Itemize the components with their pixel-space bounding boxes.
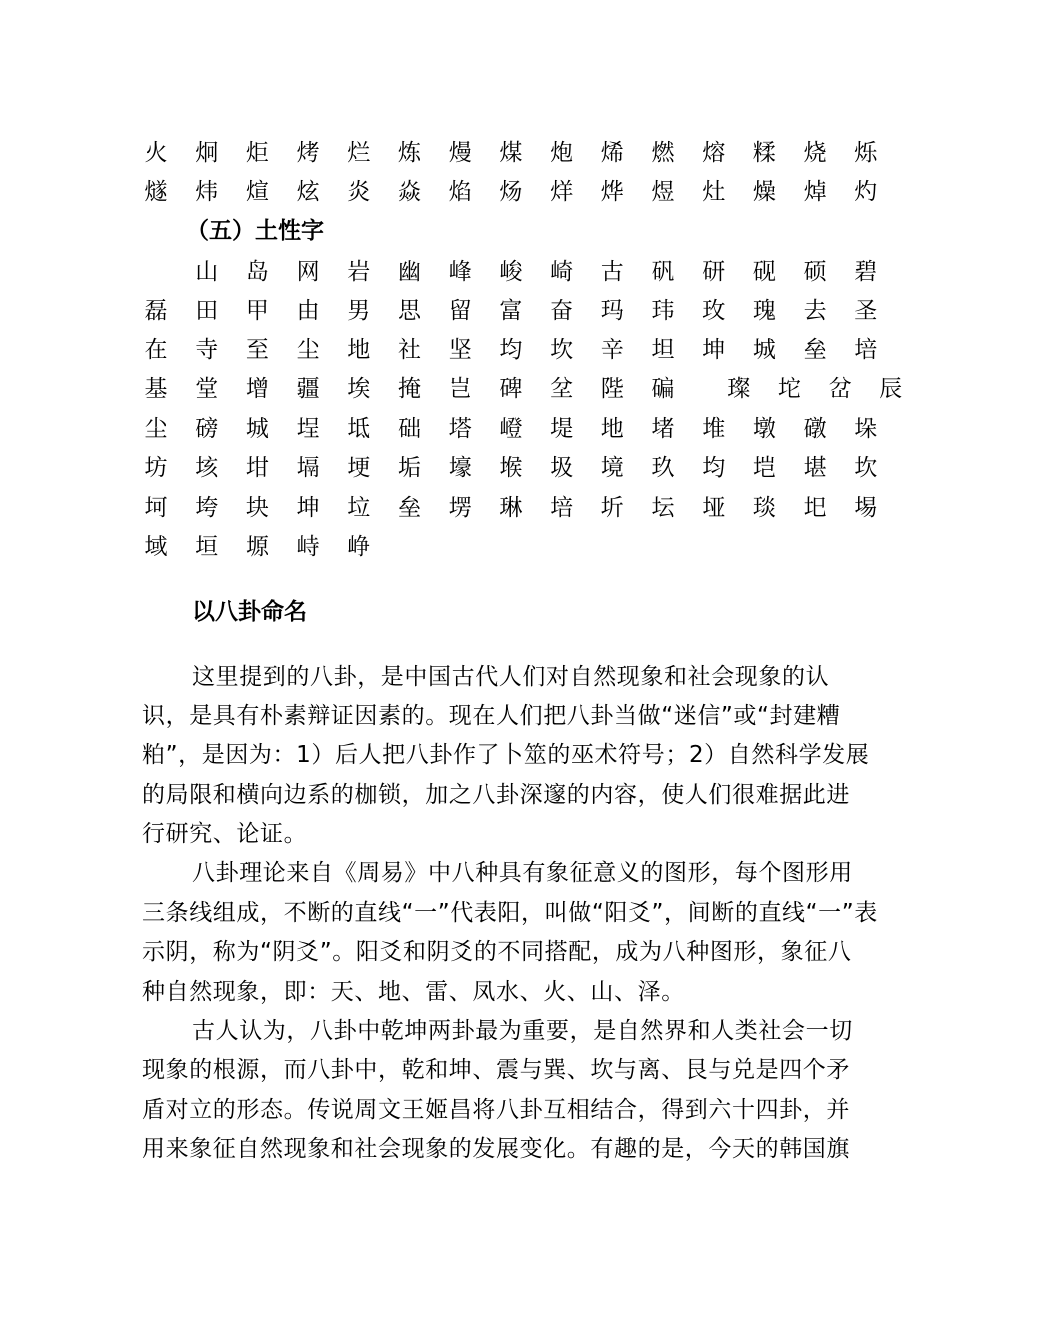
grid-char: 壕 bbox=[448, 455, 472, 481]
fire-char-row-2 bbox=[142, 177, 922, 207]
grid-char: 烊 bbox=[550, 179, 574, 205]
grid-char: 煊 bbox=[245, 179, 269, 205]
grid-char: 碧 bbox=[854, 259, 878, 285]
grid-char: 尘 bbox=[296, 337, 320, 363]
grid-char: 碥 bbox=[651, 376, 675, 402]
grid-char: 域 bbox=[144, 534, 168, 560]
grid-char: 烨 bbox=[600, 179, 624, 205]
para2-line2: 三条线组成，不断的直线“一”代表阳，叫做“阳爻”，间断的直线“一”表 bbox=[142, 900, 878, 926]
para1-line4: 的局限和横向边系的枷锁，加之八卦深邃的内容，使人们很难据此进 bbox=[142, 782, 850, 808]
grid-char: 硕 bbox=[803, 259, 827, 285]
para2-line4: 种自然现象，即：天、地、雷、凤水、火、山、泽。 bbox=[142, 979, 685, 1005]
grid-char: 烧 bbox=[803, 140, 827, 166]
para1-line2: 识，是具有朴素辩证因素的。现在人们把八卦当做“迷信”或“封建糟 bbox=[142, 703, 841, 729]
para2-line3: 示阴，称为“阴爻”。阳爻和阴爻的不同搭配，成为八种图形，象征八 bbox=[142, 939, 852, 965]
grid-char: 燥 bbox=[752, 179, 776, 205]
grid-char: 辰 bbox=[879, 376, 903, 402]
grid-char: 炬 bbox=[245, 140, 269, 166]
earth-char-row-5 bbox=[142, 414, 922, 444]
grid-char: 焯 bbox=[803, 179, 827, 205]
grid-char: 琰 bbox=[752, 495, 776, 521]
grid-char: 炜 bbox=[195, 179, 219, 205]
grid-char: 堪 bbox=[803, 455, 827, 481]
grid-char: 礅 bbox=[803, 416, 827, 442]
grid-char: 坛 bbox=[651, 495, 675, 521]
grid-char: 垒 bbox=[803, 337, 827, 363]
grid-char: 塄 bbox=[448, 495, 472, 521]
grid-char: 炎 bbox=[347, 179, 371, 205]
grid-char: 社 bbox=[398, 337, 421, 363]
grid-char: 玛 bbox=[600, 298, 624, 324]
para1-line3: 粕”，是因为：1）后人把八卦作了卜筮的巫术符号；2）自然科学发展 bbox=[142, 742, 870, 768]
grid-char: 男 bbox=[347, 298, 371, 324]
grid-char: 砚 bbox=[752, 259, 776, 285]
grid-char: 岛 bbox=[245, 259, 269, 285]
grid-char: 圾 bbox=[550, 455, 574, 481]
para1-line1: 这里提到的八卦，是中国古代人们对自然现象和社会现象的认 bbox=[192, 664, 830, 690]
grid-char: 坤 bbox=[702, 337, 726, 363]
grid-char: 堆 bbox=[702, 416, 726, 442]
grid-char: 垢 bbox=[398, 455, 421, 481]
grid-char: 境 bbox=[600, 455, 624, 481]
grid-char: 熔 bbox=[702, 140, 726, 166]
grid-char: 地 bbox=[600, 416, 624, 442]
grid-char: 岂 bbox=[448, 376, 472, 402]
grid-char: 烤 bbox=[296, 140, 320, 166]
para3-line4: 用来象征自然现象和社会现象的发展变化。有趣的是，今天的韩国旗 bbox=[142, 1136, 850, 1162]
grid-char: 墩 bbox=[752, 416, 776, 442]
grid-char: 去 bbox=[803, 298, 827, 324]
grid-char: 岔 bbox=[828, 376, 852, 402]
grid-char: 垒 bbox=[398, 495, 421, 521]
grid-char: 塔 bbox=[448, 416, 472, 442]
grid-char: 古 bbox=[600, 259, 624, 285]
earth-char-row-6 bbox=[142, 453, 922, 483]
para3-line2: 现象的根源，而八卦中，乾和坤、震与巽、坎与离、艮与兑是四个矛 bbox=[142, 1057, 850, 1083]
grid-char: 矾 bbox=[651, 259, 675, 285]
grid-char: 坤 bbox=[296, 495, 320, 521]
grid-char: 掩 bbox=[398, 376, 421, 402]
grid-char: 埕 bbox=[296, 416, 320, 442]
grid-char: 坎 bbox=[854, 455, 878, 481]
grid-char: 垣 bbox=[195, 534, 219, 560]
grid-char: 思 bbox=[398, 298, 421, 324]
grid-char: 幽 bbox=[398, 259, 421, 285]
grid-char: 烯 bbox=[600, 140, 624, 166]
grid-char: 埸 bbox=[854, 495, 878, 521]
grid-char: 峰 bbox=[448, 259, 472, 285]
grid-char: 甲 bbox=[245, 298, 269, 324]
grid-char: 富 bbox=[499, 298, 523, 324]
grid-char: 灶 bbox=[702, 179, 726, 205]
grid-char: 坦 bbox=[651, 337, 675, 363]
grid-char: 玖 bbox=[651, 455, 675, 481]
grid-char: 至 bbox=[245, 337, 269, 363]
grid-char: 崎 bbox=[550, 259, 574, 285]
grid-char: 熳 bbox=[448, 140, 472, 166]
grid-char: 灼 bbox=[854, 179, 878, 205]
grid-char: 基 bbox=[144, 376, 168, 402]
grid-char: 嶝 bbox=[499, 416, 523, 442]
grid-char: 辛 bbox=[600, 337, 624, 363]
grid-char: 磊 bbox=[144, 298, 168, 324]
grid-char: 焰 bbox=[448, 179, 472, 205]
grid-char: 堠 bbox=[499, 455, 523, 481]
earth-char-row-1 bbox=[142, 257, 922, 287]
grid-char: 堵 bbox=[651, 416, 675, 442]
para2-line1: 八卦理论来自《周易》中八种具有象征意义的图形，每个图形用 bbox=[192, 860, 853, 886]
grid-char: 城 bbox=[752, 337, 776, 363]
grid-char: 圣 bbox=[854, 298, 878, 324]
grid-char: 增 bbox=[245, 376, 269, 402]
section-heading-earth: （五）土性字 bbox=[186, 218, 324, 244]
grid-char: 瑰 bbox=[752, 298, 776, 324]
grid-char: 垛 bbox=[854, 416, 878, 442]
grid-char: 圯 bbox=[803, 495, 827, 521]
grid-char: 峙 bbox=[296, 534, 320, 560]
grid-char: 峻 bbox=[499, 259, 523, 285]
grid-char: 玮 bbox=[651, 298, 675, 324]
grid-char: 寺 bbox=[195, 337, 219, 363]
grid-char: 岩 bbox=[347, 259, 371, 285]
grid-char: 糅 bbox=[752, 140, 776, 166]
grid-char: 城 bbox=[245, 416, 269, 442]
earth-char-row-8 bbox=[142, 532, 922, 562]
grid-char: 炯 bbox=[195, 140, 219, 166]
grid-char: 火 bbox=[144, 140, 168, 166]
grid-char: 塬 bbox=[245, 534, 269, 560]
grid-char: 均 bbox=[499, 337, 523, 363]
para3-line3: 盾对立的形态。传说周文王姬昌将八卦互相结合，得到六十四卦，并 bbox=[142, 1097, 850, 1123]
earth-char-row-7 bbox=[142, 493, 922, 523]
earth-char-row-4 bbox=[142, 374, 922, 404]
fire-char-row-1 bbox=[142, 138, 922, 168]
grid-char: 坨 bbox=[777, 376, 801, 402]
grid-char: 坌 bbox=[550, 376, 574, 402]
grid-char: 坷 bbox=[144, 495, 168, 521]
grid-char: 在 bbox=[144, 337, 168, 363]
grid-char: 地 bbox=[347, 337, 371, 363]
grid-char: 陛 bbox=[600, 376, 624, 402]
grid-char: 均 bbox=[702, 455, 726, 481]
grid-char: 峥 bbox=[347, 534, 371, 560]
grid-char: 垮 bbox=[195, 495, 219, 521]
grid-char: 垲 bbox=[752, 455, 776, 481]
grid-char: 山 bbox=[195, 259, 219, 285]
grid-char: 埃 bbox=[347, 376, 371, 402]
grid-char: 炀 bbox=[499, 179, 523, 205]
grid-char: 由 bbox=[296, 298, 320, 324]
grid-char: 垭 bbox=[702, 495, 726, 521]
grid-char: 炫 bbox=[296, 179, 320, 205]
grid-char: 奋 bbox=[550, 298, 574, 324]
earth-char-row-3 bbox=[142, 335, 922, 365]
grid-char: 坻 bbox=[347, 416, 371, 442]
grid-char: 研 bbox=[702, 259, 726, 285]
grid-char: 烂 bbox=[347, 140, 371, 166]
grid-char: 煜 bbox=[651, 179, 675, 205]
bagua-heading: 以八卦命名 bbox=[192, 599, 307, 625]
grid-char: 圻 bbox=[600, 495, 624, 521]
grid-char: 尘 bbox=[144, 416, 168, 442]
grid-char: 坩 bbox=[245, 455, 269, 481]
earth-char-row-2 bbox=[142, 296, 922, 326]
grid-char: 疆 bbox=[296, 376, 320, 402]
grid-char: 坚 bbox=[448, 337, 472, 363]
grid-char: 炼 bbox=[398, 140, 421, 166]
grid-char: 燃 bbox=[651, 140, 675, 166]
grid-char: 块 bbox=[245, 495, 269, 521]
grid-char: 田 bbox=[195, 298, 219, 324]
grid-char: 琳 bbox=[499, 495, 523, 521]
grid-char: 垓 bbox=[195, 455, 219, 481]
grid-char: 塥 bbox=[296, 455, 320, 481]
grid-char: 炮 bbox=[550, 140, 574, 166]
grid-char: 埂 bbox=[347, 455, 371, 481]
grid-char: 燧 bbox=[144, 179, 168, 205]
grid-char: 玫 bbox=[702, 298, 726, 324]
grid-char: 垃 bbox=[347, 495, 371, 521]
grid-char: 培 bbox=[550, 495, 574, 521]
grid-char: 坎 bbox=[550, 337, 574, 363]
grid-char: 堂 bbox=[195, 376, 219, 402]
grid-char: 堤 bbox=[550, 416, 574, 442]
grid-char: 础 bbox=[398, 416, 421, 442]
grid-char: 烁 bbox=[854, 140, 878, 166]
grid-char: 网 bbox=[296, 259, 320, 285]
grid-char: 磅 bbox=[195, 416, 219, 442]
grid-char: 碑 bbox=[499, 376, 523, 402]
grid-char: 培 bbox=[854, 337, 878, 363]
grid-char: 焱 bbox=[398, 179, 421, 205]
grid-char: 煤 bbox=[499, 140, 523, 166]
grid-char: 留 bbox=[448, 298, 472, 324]
grid-char: 璨 bbox=[727, 376, 751, 402]
grid-char: 坊 bbox=[144, 455, 168, 481]
para3-line1: 古人认为，八卦中乾坤两卦最为重要，是自然界和人类社会一切 bbox=[192, 1018, 853, 1044]
para1-line5: 行研究、论证。 bbox=[142, 821, 308, 847]
